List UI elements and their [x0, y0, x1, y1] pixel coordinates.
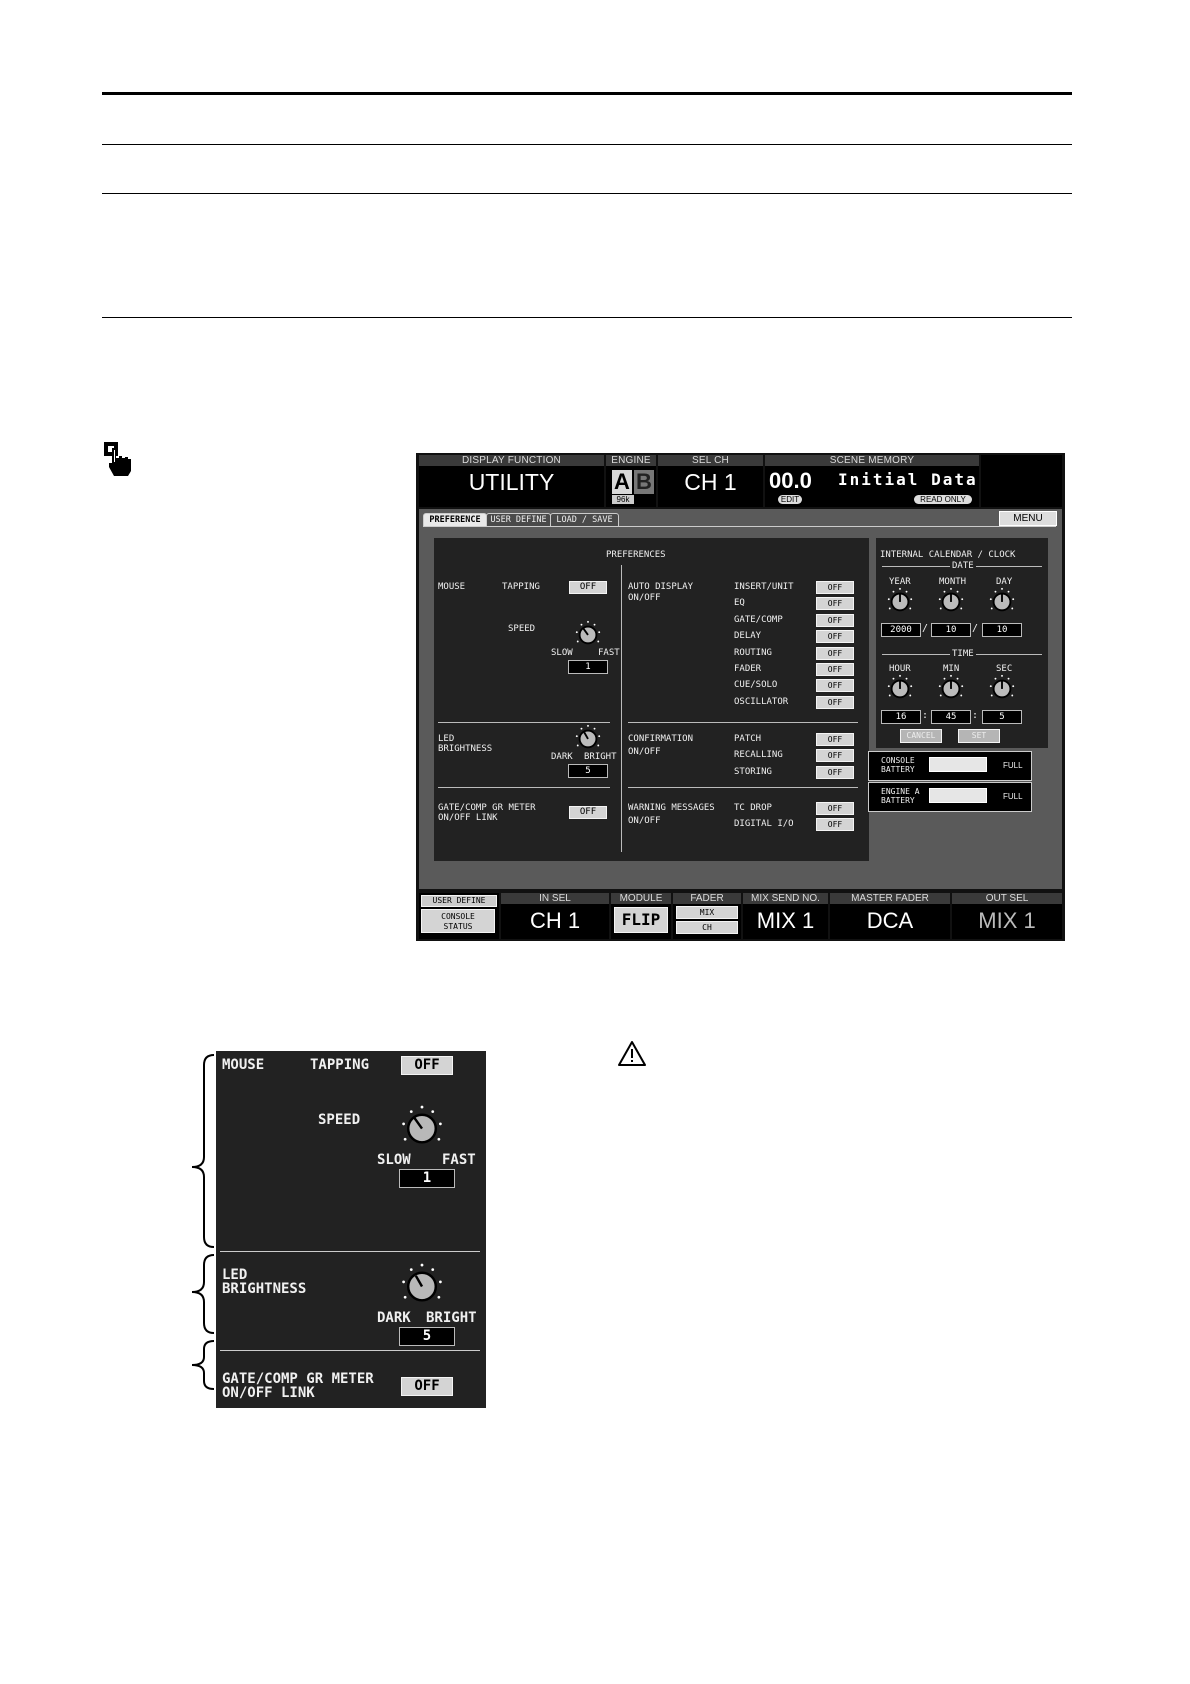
gate-label-2: ON/OFF LINK	[438, 813, 498, 823]
hand-pointer-icon	[104, 442, 136, 476]
dark-label: DARK	[551, 752, 573, 762]
preferences-zoom-panel	[216, 1051, 486, 1408]
auto-display-label-1: AUTO DISPLAY	[628, 582, 694, 592]
scene-memory-field[interactable]	[765, 455, 979, 507]
warning-option-toggle[interactable]: OFF	[816, 818, 854, 831]
sel-ch-value: CH 1	[684, 469, 737, 495]
sel-ch-caption: SEL CH	[658, 455, 763, 466]
out-sel-caption: OUT SEL	[952, 893, 1062, 904]
speed-knob[interactable]	[574, 620, 602, 648]
zoom-tapping-toggle[interactable]: OFF	[401, 1056, 453, 1075]
auto-display-option-label: ROUTING	[734, 647, 772, 658]
top-rule-thick	[102, 92, 1072, 95]
auto-display-option-label: DELAY	[734, 631, 762, 642]
display-function-value: UTILITY	[468, 469, 555, 495]
divider-led	[438, 787, 610, 788]
rule-2	[102, 144, 1072, 145]
auto-display-option-toggle[interactable]: OFF	[816, 597, 854, 610]
tapping-label: TAPPING	[502, 582, 540, 592]
confirmation-option-toggle[interactable]: OFF	[816, 733, 854, 746]
console-battery-label-2: BATTERY	[881, 765, 915, 774]
engine-battery-label-1: ENGINE A	[881, 787, 920, 796]
led-brightness-knob[interactable]	[574, 724, 602, 752]
bright-label: BRIGHT	[584, 752, 617, 762]
confirmation-option-toggle[interactable]: OFF	[816, 766, 854, 779]
flip-button[interactable]: FLIP	[614, 907, 668, 933]
day-knob[interactable]	[988, 587, 1016, 615]
hour-knob[interactable]	[886, 674, 914, 702]
speed-value: 1	[568, 660, 608, 674]
time-label: TIME	[952, 649, 974, 659]
module-field	[611, 893, 671, 939]
zoom-led-label-2: BRIGHTNESS	[222, 1281, 307, 1297]
date-separator-2: /	[972, 623, 979, 634]
auto-display-option-toggle[interactable]: OFF	[816, 581, 854, 594]
user-define-field[interactable]	[419, 893, 499, 939]
engine-a-button[interactable]: A	[612, 470, 632, 494]
zoom-fast-label: FAST	[442, 1152, 476, 1168]
console-battery-bar	[929, 757, 987, 772]
rule-3	[102, 193, 1072, 194]
confirmation-option-label: STORING	[734, 766, 772, 777]
zoom-speed-knob[interactable]	[399, 1104, 445, 1150]
zoom-slow-label: SLOW	[377, 1152, 411, 1168]
zoom-mouse-label: MOUSE	[222, 1057, 265, 1073]
confirmation-label-1: CONFIRMATION	[628, 734, 694, 744]
time-separator-2: :	[972, 710, 979, 721]
in-sel-value: CH 1	[529, 908, 581, 933]
mix-send-field	[743, 893, 828, 939]
fader-ch-button[interactable]: CH	[676, 921, 738, 934]
module-caption: MODULE	[611, 893, 671, 904]
auto-display-option-toggle[interactable]: OFF	[816, 614, 854, 627]
auto-display-option-toggle[interactable]: OFF	[816, 679, 854, 692]
clock-set-button[interactable]: SET	[958, 729, 1000, 743]
zoom-tapping-label: TAPPING	[310, 1057, 370, 1073]
min-value: 45	[931, 710, 971, 724]
day-value: 10	[982, 623, 1022, 637]
led-brightness-value: 5	[568, 764, 608, 778]
auto-display-option-label: GATE/COMP	[734, 614, 783, 625]
zoom-gate-comp-link-toggle[interactable]: OFF	[401, 1377, 453, 1396]
utility-screen-screenshot	[416, 453, 1065, 941]
hour-value: 16	[881, 710, 921, 724]
min-knob[interactable]	[937, 674, 965, 702]
year-value: 2000	[881, 623, 921, 637]
scene-memory-caption: SCENE MEMORY	[765, 455, 979, 466]
auto-display-option-label: INSERT/UNIT	[734, 582, 794, 592]
master-fader-field	[830, 893, 950, 939]
warning-label-2: ON/OFF	[628, 816, 661, 826]
divider-auto-display	[628, 722, 858, 723]
fader-field	[673, 893, 741, 939]
date-separator-1: /	[922, 623, 929, 634]
clock-cancel-button[interactable]: CANCEL	[900, 729, 942, 743]
display-function-caption: DISPLAY FUNCTION	[419, 455, 604, 466]
year-knob[interactable]	[886, 587, 914, 615]
auto-display-label-2: ON/OFF	[628, 593, 661, 603]
gate-comp-link-toggle[interactable]: OFF	[569, 806, 607, 819]
warning-icon	[617, 1040, 647, 1067]
tab-underline	[423, 526, 1056, 527]
zoom-gate-label-2: ON/OFF LINK	[222, 1385, 315, 1401]
engine-battery-indicator	[868, 782, 1032, 812]
mix-send-value: MIX 1	[756, 908, 815, 933]
auto-display-option-toggle[interactable]: OFF	[816, 663, 854, 676]
preferences-title: PREFERENCES	[606, 550, 666, 560]
sec-label: SEC	[996, 664, 1013, 674]
divider-confirmation	[628, 787, 858, 788]
confirmation-label-2: ON/OFF	[628, 747, 661, 757]
console-status-label-1: CONSOLE	[441, 912, 475, 921]
display-function-field	[419, 455, 604, 507]
led-label-1: LED	[438, 734, 455, 744]
sel-ch-field	[658, 455, 763, 507]
zoom-dark-label: DARK	[377, 1310, 411, 1326]
day-label: DAY	[996, 577, 1013, 587]
mix-send-caption: MIX SEND NO.	[743, 893, 828, 904]
min-label: MIN	[943, 664, 960, 674]
warning-label-1: WARNING MESSAGES	[628, 803, 715, 813]
auto-display-option-label: FADER	[734, 664, 762, 674]
zoom-speed-label: SPEED	[318, 1112, 361, 1128]
month-knob[interactable]	[937, 587, 965, 615]
auto-display-option-toggle[interactable]: OFF	[816, 630, 854, 643]
confirmation-option-label: RECALLING	[734, 750, 783, 761]
console-status-button[interactable]	[421, 909, 495, 933]
auto-display-option-label: EQ	[734, 598, 745, 609]
speed-label: SPEED	[508, 624, 536, 634]
confirmation-option-toggle[interactable]: OFF	[816, 749, 854, 762]
gate-label-1: GATE/COMP GR METER	[438, 803, 536, 813]
engine-rate-badge: 96k	[612, 495, 634, 504]
engine-battery-label-2: BATTERY	[881, 796, 915, 805]
section-braces	[186, 1051, 216, 1408]
zoom-led-label-1: LED	[222, 1267, 248, 1283]
in-sel-field	[501, 893, 609, 939]
zoom-divider-mouse	[220, 1251, 480, 1252]
zoom-divider-led	[220, 1350, 480, 1351]
auto-display-option-label: CUE/SOLO	[734, 680, 778, 691]
auto-display-option-label: OSCILLATOR	[734, 696, 789, 707]
divider-mouse	[438, 722, 610, 723]
zoom-speed-value: 1	[399, 1169, 455, 1188]
tab-load-save[interactable]: LOAD / SAVE	[550, 513, 619, 527]
engine-caption: ENGINE	[606, 455, 656, 466]
date-label: DATE	[952, 561, 974, 571]
warning-option-toggle[interactable]: OFF	[816, 802, 854, 815]
scene-title: Initial Data	[838, 470, 978, 489]
slow-label: SLOW	[551, 648, 573, 658]
warning-option-label: TC DROP	[734, 803, 772, 813]
in-sel-caption: IN SEL	[501, 893, 609, 904]
fader-caption: FADER	[673, 893, 741, 904]
time-separator-1: :	[922, 710, 929, 721]
month-value: 10	[931, 623, 971, 637]
tapping-toggle[interactable]: OFF	[569, 581, 607, 594]
tab-user-define[interactable]: USER DEFINE	[486, 513, 551, 527]
auto-display-option-toggle[interactable]: OFF	[816, 647, 854, 660]
month-label: MONTH	[939, 577, 967, 587]
console-battery-label-1: CONSOLE	[881, 756, 915, 765]
preferences-column-divider	[621, 565, 622, 852]
scene-read-only-indicator: READ ONLY	[914, 495, 972, 504]
sec-value: 5	[982, 710, 1022, 724]
hour-label: HOUR	[889, 664, 911, 674]
scene-number: 00.0	[769, 468, 812, 493]
out-sel-field	[952, 893, 1062, 939]
sec-knob[interactable]	[988, 674, 1016, 702]
zoom-led-brightness-value: 5	[399, 1327, 455, 1346]
user-define-button[interactable]: USER DEFINE	[421, 895, 497, 907]
warning-option-label: DIGITAL I/O	[734, 819, 794, 830]
engine-b-button[interactable]: B	[634, 470, 654, 494]
console-battery-status: FULL	[1003, 761, 1023, 770]
zoom-led-brightness-knob[interactable]	[399, 1262, 445, 1308]
console-battery-indicator	[868, 751, 1032, 781]
clock-title: INTERNAL CALENDAR / CLOCK	[880, 550, 1016, 560]
master-fader-caption: MASTER FADER	[830, 893, 950, 904]
auto-display-option-toggle[interactable]: OFF	[816, 696, 854, 709]
engine-field[interactable]	[606, 455, 656, 507]
header-empty-field	[981, 455, 1062, 507]
console-status-label-2: STATUS	[443, 922, 473, 931]
fast-label: FAST	[598, 648, 620, 658]
master-fader-value: DCA	[866, 908, 914, 933]
zoom-bright-label: BRIGHT	[426, 1310, 477, 1326]
zoom-gate-label-1: GATE/COMP GR METER	[222, 1371, 374, 1387]
tab-preference[interactable]: PREFERENCE	[423, 513, 487, 527]
rule-4	[102, 317, 1072, 318]
year-label: YEAR	[889, 577, 911, 587]
out-sel-value: MIX 1	[978, 908, 1036, 933]
engine-battery-status: FULL	[1003, 792, 1023, 801]
menu-button[interactable]: MENU	[999, 511, 1057, 526]
confirmation-option-label: PATCH	[734, 734, 762, 744]
fader-mix-button[interactable]: MIX	[676, 906, 738, 919]
led-label-2: BRIGHTNESS	[438, 744, 493, 754]
engine-battery-bar	[929, 788, 987, 803]
scene-edit-indicator: EDIT	[778, 495, 802, 504]
mouse-label: MOUSE	[438, 582, 466, 592]
